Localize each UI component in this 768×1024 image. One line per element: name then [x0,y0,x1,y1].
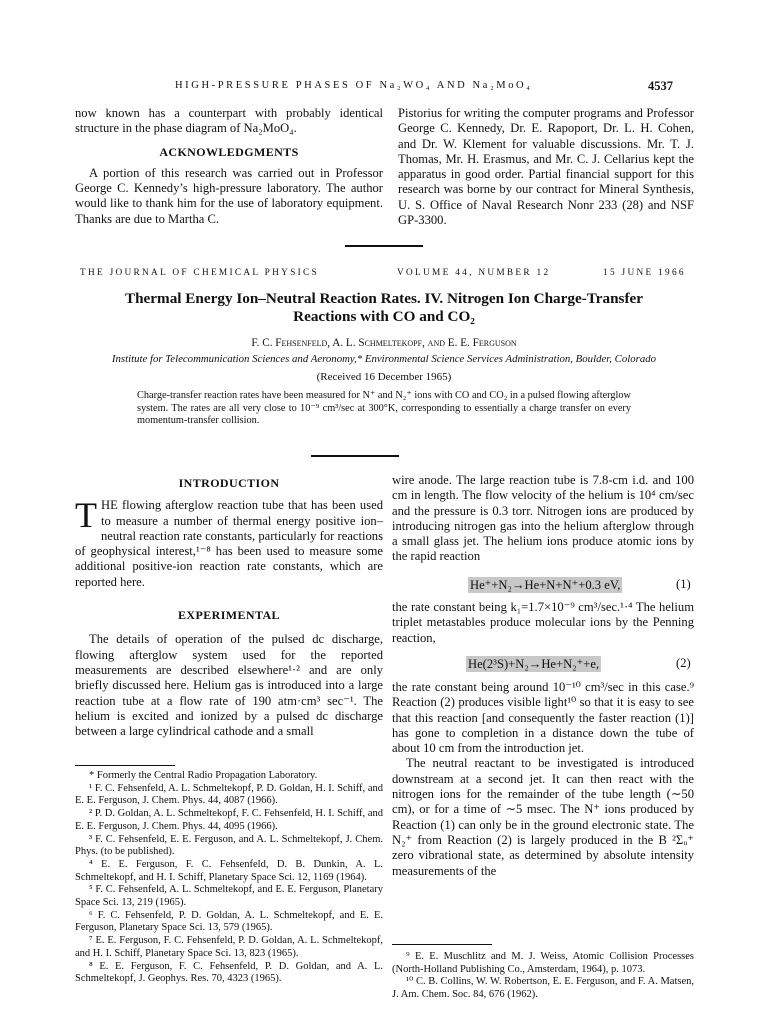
running-head-title: HIGH-PRESSURE PHASES OF Na₂WO₄ AND Na₂MoO₄ [175,80,533,91]
right-paragraph-1: wire anode. The large reaction tube is 7.8-cm i.d. and 100 cm in length. The flow velocity of the helium is 10⁴ cm/sec and the pressure is 0.3 torr. Nitrogen ions are produced by introducing nitrogen gas into the helium afterglow through a small glass jet. The helium ions produce atomic ions by the rapid reaction [392,473,694,564]
acknowledgments-text-left: A portion of this research was carried out in Professor George C. Kennedy’s high-pressure laboratory. The author would like to thank him for the use of laboratory equipment. Thanks are due to Martha C. [75,165,383,226]
equation-2-text: He(2³S)+N₂→He+N₂⁺+e, [468,657,600,671]
right-column-bottom [392,680,694,879]
equation-2 [466,656,601,672]
article-affiliation: Institute for Telecommunication Sciences and Aeronomy,* Environmental Science Services Administration, Boulder, Colorado [111,353,657,365]
footnote: ² P. D. Goldan, A. L. Schmeltekopf, F. C. Fehsenfeld, H. I. Schiff, and E. E. Ferguson, J. Chem. Phys. 44, 4095 (1966). [75,808,383,832]
article-title-line-1: Thermal Energy Ion–Neutral Reaction Rates. IV. Nitrogen Ion Charge-Transfer [124,290,643,307]
footnote: ³ F. C. Fehsenfeld, E. E. Ferguson, and A. L. Schmeltekopf, J. Chem. Phys. (to be published). [75,833,383,858]
equation-1-text: He⁺+N₂→He+N+N⁺+0.3 eV, [470,578,621,592]
acknowledgments-heading: ACKNOWLEDGMENTS [159,144,299,159]
article-authors: F. C. Fehsenfeld, A. L. Schmeltekopf, and E. E. Ferguson [251,337,517,349]
previous-article-left [75,106,383,227]
experimental-heading: EXPERIMENTAL [178,608,280,623]
article-separator-rule [345,245,423,247]
experimental-text: The details of operation of the pulsed dc discharge, flowing afterglow system used for the reported measurements are described elsewhere¹·² and are only briefly discussed here. Helium gas is introduced into a large reaction tube at a flow rate of 190 atm·cm³ sec⁻¹. The helium is excited and ionized by a pulsed dc discharge between a large cylindrical cathode and a small [75,632,383,739]
abstract: Charge-transfer reaction rates have been measured for N⁺ and N₂⁺ ions with CO and CO₂ in a pulsed flowing afterglow system. The rates are all very close to 10⁻⁹ cm³/sec at 300°K, corresponding to essentially a charge transfer on every momentum-transfer collision. [137,390,631,427]
equation-1 [468,577,622,593]
footnote: ¹⁰ C. B. Collins, W. W. Robertson, E. E. Ferguson, and F. A. Matsen, J. Am. Chem. Soc. 84, 676 (1962). [392,976,694,1001]
article-title [80,290,688,326]
right-paragraph-3: the rate constant being around 10⁻¹⁰ cm³/sec in this case.⁹ Reaction (2) produces visible light¹⁰ so that it is easy to see that this reaction [and consequently the faster reaction (1)] has gone to completion in a distance down the tube of about 10 cm from the introduction jet. [392,680,694,756]
footnotes-left [75,770,383,986]
equation-2-number: (2) [676,656,691,670]
journal-volume: VOLUME 44, NUMBER 12 [397,268,551,278]
abstract-separator-rule [311,455,399,457]
footnote: ⁷ E. E. Ferguson, F. C. Fehsenfeld, P. D. Goldan, A. L. Schmeltekopf, and H. I. Schiff, Planetary Space Sci. 13, 823 (1965). [75,935,383,959]
received-date: (Received 16 December 1965) [316,371,452,383]
footnote: ⁴ E. E. Ferguson, F. C. Fehsenfeld, D. B. Dunkin, A. L. Schmeltekopf, and H. I. Schiff, Planetary Space Sci. 12, 1169 (1964). [75,858,383,883]
drop-cap: T [75,495,97,536]
right-paragraph-4: The neutral reactant to be investigated is introduced downstream at a second jet. It can then react with the nitrogen ions for the remainder of the tube length (∼50 cm), or for a time of ∼5 msec. The N⁺ ions produced by Reaction (1) can only be in the ground electronic state. The N₂⁺ from Reaction (2) is largely produced in the B ²Σᵤ⁺ zero vibrational state, as determined by absolute intensity measurements of the [392,756,694,878]
journal-date: 15 JUNE 1966 [603,268,686,278]
previous-article-paragraph: now known has a counterpart with probably identical structure in the phase diagram of Na₂MoO₄. [75,106,383,136]
footnote: * Formerly the Central Radio Propagation Laboratory. [89,770,318,781]
introduction-paragraph [75,495,383,590]
acknowledgments-text-right: Pistorius for writing the computer programs and Professor George C. Kennedy, Dr. E. Rapoport, Dr. L. H. Cohen, and Dr. W. Klement for valuable discussions. Mr. T. J. Thomas, Mr. H. Erasmus, and Mr. C. J. Cellarius kept the apparatus in good order. Partial financial support for this research was borne by our contract for Mineral Synthesis, U. S. Office of Naval Research Nonr 233 (28) and NSF GP-3300. [398,106,694,228]
previous-article-right [398,106,694,228]
journal-name: THE JOURNAL OF CHEMICAL PHYSICS [80,268,320,278]
footnote: ⁵ F. C. Fehsenfeld, A. L. Schmeltekopf, and E. E. Ferguson, Planetary Space Sci. 13, 219 (1965). [75,884,383,909]
page-number: 4537 [648,79,673,93]
introduction-text: HE flowing afterglow reaction tube that has been used to measure a number of thermal energy positive ion–neutral reaction rate constants, particularly for reactions of geophysical interest,¹⁻⁸ has been used to measure some additional positive-ion reaction rate constants, which are reported here. [75,498,383,589]
footnote-rule-left [75,765,175,766]
footnote: ¹ F. C. Fehsenfeld, A. L. Schmeltekopf, P. D. Goldan, H. I. Schiff, and E. E. Ferguson, J. Chem. Phys. 44, 4087 (1966). [75,782,383,807]
introduction-heading: INTRODUCTION [178,476,280,490]
right-paragraph-2: the rate constant being k₁=1.7×10⁻⁹ cm³/sec.¹·⁴ The helium triplet metastables produce molecular ions by the Penning reaction, [392,600,694,645]
footnote: ⁸ E. E. Ferguson, F. C. Fehsenfeld, P. D. Goldan, and A. L. Schmeltekopf, J. Geophys. Res. 70, 4323 (1965). [75,960,383,985]
left-column [75,476,383,739]
equation-1-number: (1) [676,577,691,591]
footnote: ⁶ F. C. Fehsenfeld, P. D. Goldan, A. L. Schmeltekopf, and E. E. Ferguson, Planetary Space Sci. 13, 579 (1965). [75,909,383,934]
right-column-mid [392,600,694,646]
footnotes-right [392,951,694,1002]
footnote: ⁹ E. E. Muschlitz and M. J. Weiss, Atomic Collision Processes (North-Holland Publishing Co., Amsterdam, 1964), p. 1073. [392,951,694,975]
footnote-rule-right [392,944,492,945]
right-column-top [392,473,694,565]
article-title-line-2: Reactions with CO and CO₂ [293,308,475,325]
